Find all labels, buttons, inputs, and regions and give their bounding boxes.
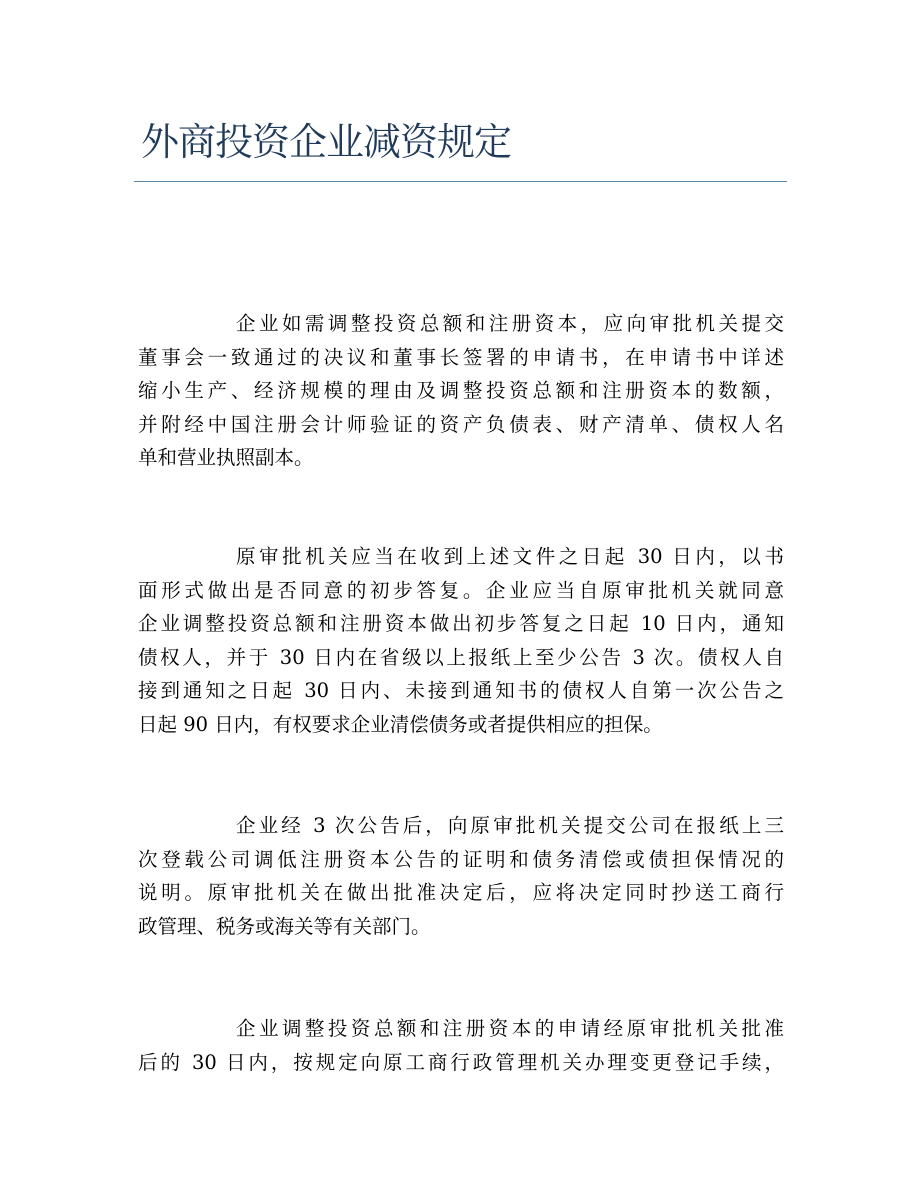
- paragraph-line: 政管理、税务或海关等有关部门。: [138, 914, 431, 938]
- paragraph-line: 企业调整投资总额和注册资本做出初步答复之日起 10 日内，通知: [138, 612, 784, 635]
- paragraph-1: [138, 307, 784, 475]
- paragraph-line: 说明。原审批机关在做出批准决定后，应将决定同时抄送工商行: [138, 881, 784, 904]
- paragraph-2: [138, 540, 784, 741]
- paragraph-line: 债权人，并于 30 日内在省级以上报纸上至少公告 3 次。债权人自: [138, 645, 784, 669]
- paragraph-4: [138, 1012, 784, 1079]
- paragraph-line: 企业调整投资总额和注册资本的申请经原审批机关批准: [236, 1017, 784, 1040]
- document-title: 外商投资企业减资规定: [141, 120, 512, 164]
- paragraph-line: 次登载公司调低注册资本公告的证明和债务清偿或债担保情况的: [138, 847, 784, 871]
- paragraph-line: 原审批机关应当在收到上述文件之日起 30 日内，以书: [236, 545, 784, 568]
- paragraph-line: 后的 30 日内，按规定向原工商行政管理机关办理变更登记手续，: [138, 1050, 784, 1074]
- paragraph-line: 日起 90 日内，有权要求企业清偿债务或者提供相应的担保。: [138, 712, 663, 736]
- paragraph-line: 董事会一致通过的决议和董事长签署的申请书，在申请书中详述: [138, 345, 784, 369]
- title-divider: [134, 181, 787, 182]
- paragraph-line: 企业经 3 次公告后，向原审批机关提交公司在报纸上三: [236, 814, 784, 837]
- paragraph-line: 并附经中国注册会计师验证的资产负债表、财产清单、债权人名: [138, 412, 784, 436]
- paragraph-3: [138, 809, 784, 943]
- paragraph-line: 单和营业执照副本。: [138, 446, 314, 469]
- paragraph-line: 缩小生产、经济规模的理由及调整投资总额和注册资本的数额，: [138, 379, 784, 402]
- paragraph-line: 接到通知之日起 30 日内、未接到通知书的债权人自第一次公告之: [138, 679, 784, 702]
- paragraph-line: 面形式做出是否同意的初步答复。企业应当自原审批机关就同意: [138, 578, 784, 602]
- paragraph-line: 企业如需调整投资总额和注册资本，应向审批机关提交: [236, 312, 784, 335]
